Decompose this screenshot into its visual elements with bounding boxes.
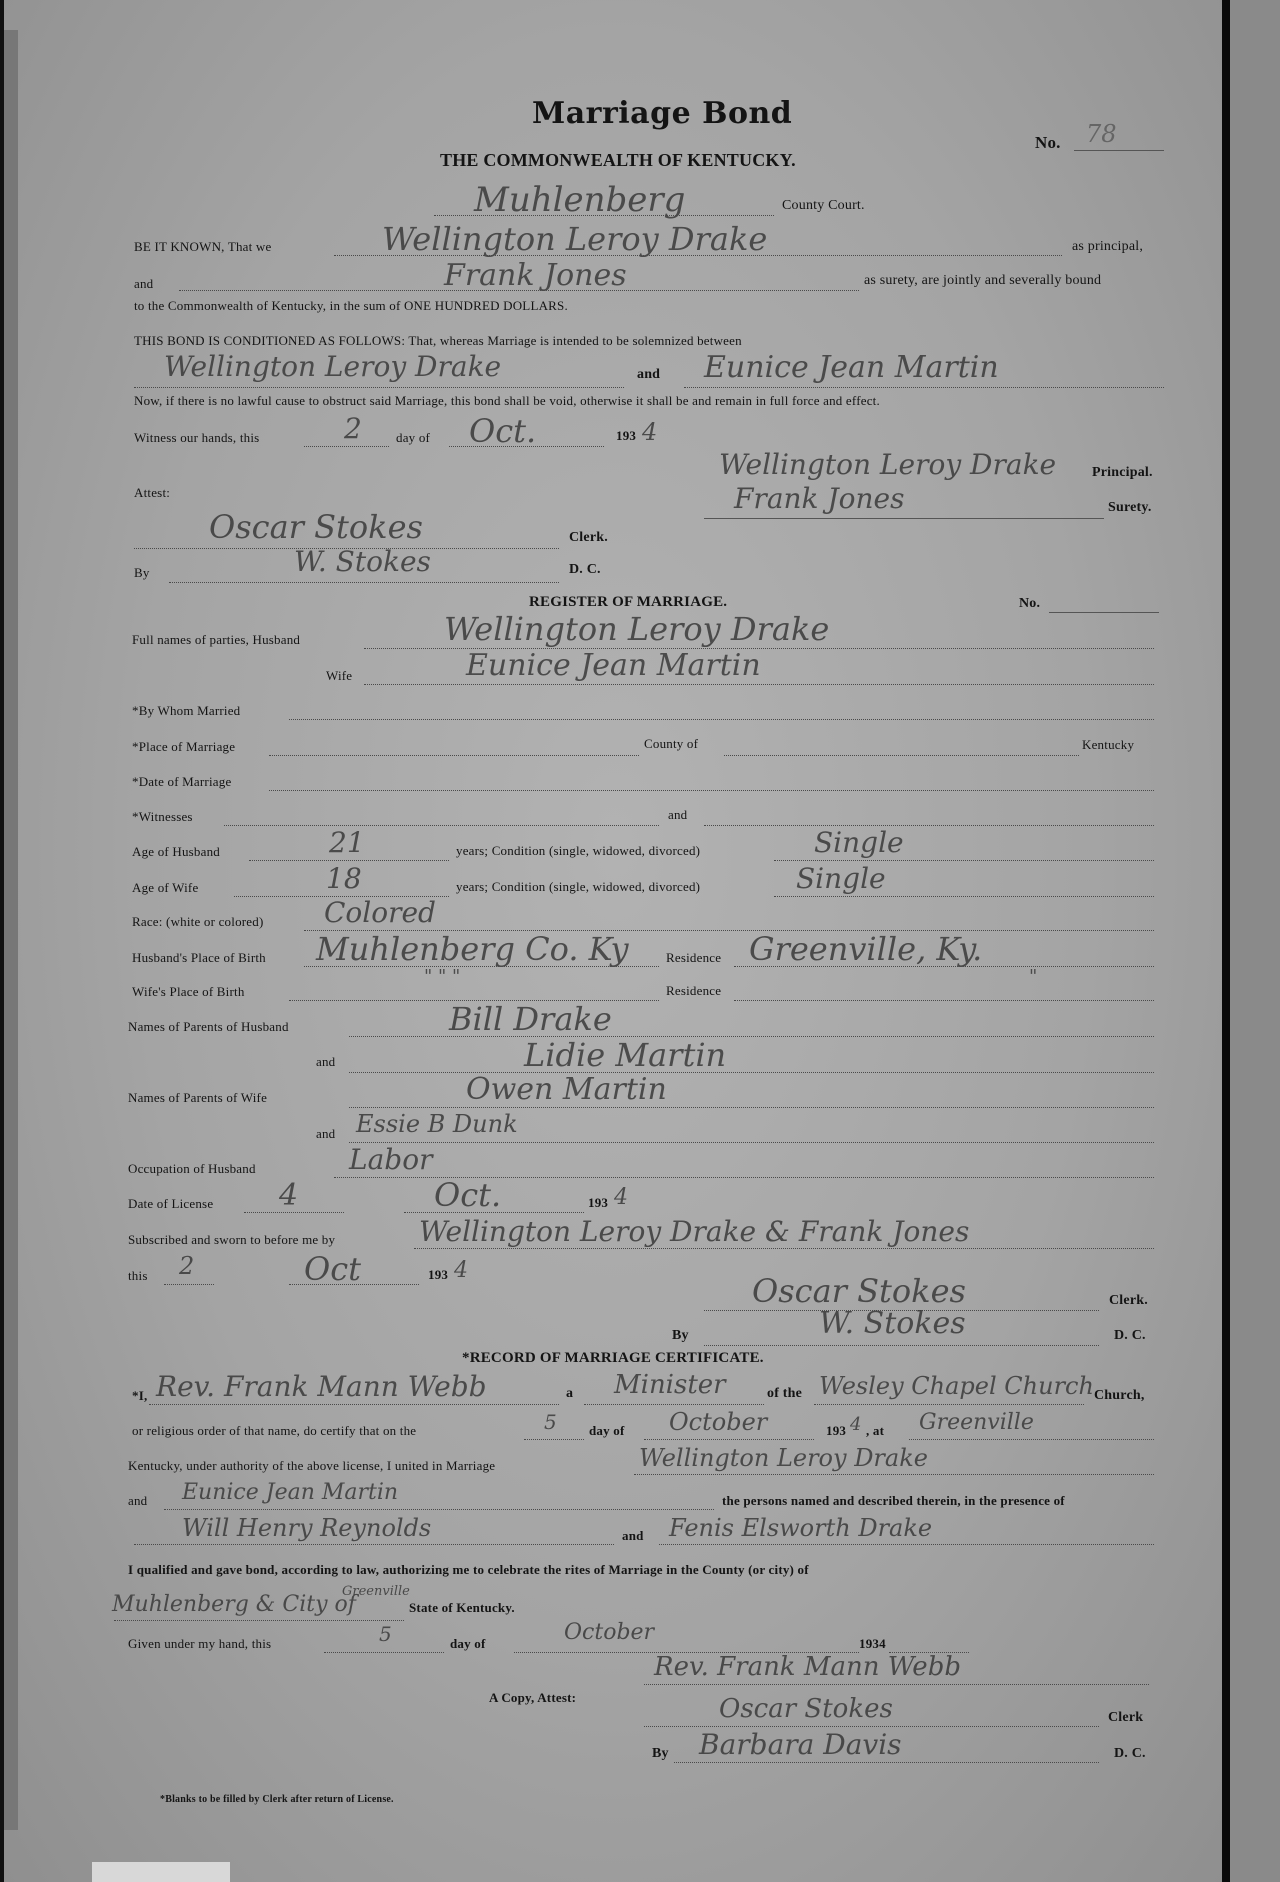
wife-residence-label: Residence [666, 983, 722, 998]
certificate-title: *RECORD OF MARRIAGE CERTIFICATE. [462, 1350, 764, 1366]
officiant-signature: Rev. Frank Mann Webb [654, 1652, 961, 1682]
wife-birth: " " " [424, 966, 461, 987]
sworn-this-label: this [128, 1268, 148, 1283]
wife-mother-line [349, 1142, 1154, 1143]
bond-dc-signature: W. Stokes [294, 545, 431, 578]
parents-wife-and: and [316, 1126, 336, 1141]
witness1-name: Will Henry Reynolds [182, 1514, 432, 1542]
footnote: *Blanks to be filled by Clerk after return of License. [160, 1794, 394, 1805]
sworn-month-line [289, 1284, 419, 1285]
witness-month: Oct. [469, 412, 537, 450]
register-no-line [1049, 612, 1159, 613]
race: Colored [324, 896, 436, 929]
subscribed-names: Wellington Leroy Drake & Frank Jones [419, 1215, 970, 1248]
wife-condition: Single [796, 862, 886, 895]
wife-label: Wife [326, 668, 353, 683]
husband-father-line [349, 1036, 1154, 1037]
bond-dc-line [169, 582, 559, 583]
state-of-kentucky-label: State of Kentucky. [409, 1600, 515, 1615]
parents-wife-label: Names of Parents of Wife [128, 1090, 268, 1105]
certificate-clerk-line [644, 1726, 1099, 1727]
page-edge [4, 30, 18, 1830]
church-label: Church, [1094, 1388, 1145, 1403]
cert-and-label: and [128, 1493, 148, 1508]
certificate-dc-label: D. C. [1114, 1746, 1146, 1761]
bond-dc-label: D. C. [569, 562, 601, 577]
date-of-marriage-line [269, 790, 1154, 791]
husband-name: Wellington Leroy Drake [444, 610, 830, 648]
witness-day: 2 [344, 412, 362, 445]
surety-name: Frank Jones [444, 258, 627, 293]
witness-year-suffix: 4 [642, 418, 658, 446]
county-line [434, 215, 774, 216]
party1-line [134, 387, 624, 388]
register-title: REGISTER OF MARRIAGE. [529, 594, 728, 610]
given-day-of: day of [450, 1636, 486, 1651]
bond-number-line [1074, 150, 1164, 151]
race-label: Race: (white or colored) [132, 914, 264, 929]
county-city-line [114, 1620, 404, 1621]
given-month: October [564, 1620, 655, 1645]
bond-number-value: 78 [1086, 120, 1117, 148]
register-kentucky-label: Kentucky [1082, 737, 1135, 752]
age-wife-condition-label: years; Condition (single, widowed, divorced) [456, 879, 701, 894]
surety-sig-label: Surety. [1108, 500, 1152, 515]
bond-by-label: By [134, 565, 150, 580]
principal-line [334, 255, 1062, 256]
officiant-sig-line [644, 1684, 1149, 1685]
sworn-year-suffix: 4 [454, 1258, 468, 1283]
cert-year-suffix: 4 [850, 1414, 862, 1435]
attest-label: Attest: [134, 485, 171, 500]
register-by-label: By [672, 1328, 689, 1343]
copy-attest-label: A Copy, Attest: [489, 1690, 577, 1705]
surety-sig-line [704, 518, 1104, 519]
license-year-prefix: 193 [588, 1195, 609, 1210]
cert-witness-and-label: and [622, 1528, 644, 1543]
united-husband: Wellington Leroy Drake [639, 1444, 928, 1472]
qualified-text: I qualified and gave bond, according to law, authorizing me to celebrate the rites of Marriage in the County (or city) of [128, 1562, 809, 1577]
age-husband-label: Age of Husband [132, 844, 221, 859]
license-year-suffix: 4 [614, 1185, 628, 1210]
religious-order-text: or religious order of that name, do certify that on the [132, 1423, 417, 1438]
cert-of-the-label: of the [767, 1386, 803, 1401]
date-of-marriage-label: *Date of Marriage [132, 774, 232, 789]
role-line [584, 1404, 764, 1405]
surety-signature: Frank Jones [734, 482, 905, 515]
surety-line [179, 290, 859, 291]
cert-month: October [669, 1408, 768, 1436]
sworn-day-line [164, 1284, 214, 1285]
adjacent-page-edge [1230, 0, 1280, 1882]
age-wife-label: Age of Wife [132, 880, 199, 895]
husband-residence: Greenville, Ky. [749, 930, 983, 968]
husband-birth: Muhlenberg Co. Ky [316, 930, 629, 968]
register-dc-label: D. C. [1114, 1328, 1146, 1343]
persons-named-text: the persons named and described therein, in the presence of [722, 1493, 1065, 1508]
now-text: Now, if there is no lawful cause to obstruct said Marriage, this bond shall be void, otherwise it shall be and remain in full force and effect. [134, 393, 880, 408]
license-month: Oct. [434, 1176, 502, 1214]
commonwealth-heading: THE COMMONWEALTH OF KENTUCKY. [440, 150, 796, 170]
cert-a-label: a [566, 1386, 574, 1401]
given-day-line [324, 1652, 444, 1653]
wife-residence-line [734, 1000, 1154, 1001]
cert-place-line [909, 1439, 1154, 1440]
place-line [269, 755, 639, 756]
husband-residence-line [734, 966, 1154, 967]
wife-father: Owen Martin [466, 1072, 667, 1107]
certificate-clerk-label: Clerk [1108, 1710, 1144, 1725]
cert-at-label: , at [866, 1423, 885, 1438]
party2-line [684, 387, 1164, 388]
cert-i-label: *I, [132, 1388, 148, 1403]
witness-month-line [449, 446, 604, 447]
witness-day-line [304, 446, 389, 447]
license-day-line [244, 1212, 344, 1213]
witness-year-prefix: 193 [616, 428, 637, 443]
husband-condition: Single [814, 826, 904, 859]
by-whom-line [289, 719, 1154, 720]
principal-signature: Wellington Leroy Drake [719, 448, 1057, 481]
film-tab [92, 1862, 230, 1882]
officiant-line [149, 1404, 559, 1405]
sworn-month: Oct [304, 1250, 362, 1288]
occupation-label: Occupation of Husband [128, 1161, 256, 1176]
wife-name: Eunice Jean Martin [466, 648, 761, 683]
occupation: Labor [349, 1143, 433, 1176]
church-line [814, 1404, 1084, 1405]
husband-birth-line [304, 966, 659, 967]
husband-birth-label: Husband's Place of Birth [132, 950, 266, 965]
wife-residence: " [1029, 966, 1038, 987]
license-day: 4 [279, 1178, 299, 1213]
register-clerk-label: Clerk. [1109, 1293, 1148, 1308]
document-page [4, 0, 1226, 1882]
parents-husband-label: Names of Parents of Husband [128, 1019, 289, 1034]
county-city: Muhlenberg & City of [112, 1592, 356, 1617]
cert-day-of: day of [589, 1423, 625, 1438]
county-of-label: County of [644, 736, 699, 751]
husband-condition-line [774, 860, 1154, 861]
age-husband: 21 [329, 826, 365, 859]
husband-mother: Lidie Martin [524, 1036, 727, 1074]
united-husband-line [634, 1474, 1154, 1475]
by-whom-label: *By Whom Married [132, 703, 241, 718]
register-dc-line [704, 1345, 1099, 1346]
subscribed-line [414, 1248, 1154, 1249]
wife-condition-line [774, 896, 1154, 897]
as-principal-label: as principal, [1072, 239, 1144, 254]
witness-day-of: day of [396, 430, 431, 445]
principal-name: Wellington Leroy Drake [382, 220, 768, 258]
county-court-label: County Court. [782, 198, 865, 213]
witnesses-line-2 [704, 825, 1154, 826]
officiant-role: Minister [614, 1370, 726, 1400]
county-city-above: Greenville [342, 1584, 410, 1599]
register-no-label: No. [1019, 596, 1041, 611]
wife-mother: Essie B Dunk [356, 1110, 518, 1138]
bond-clerk-signature: Oscar Stokes [209, 508, 423, 546]
husband-father: Bill Drake [449, 1000, 612, 1038]
county-of-line [724, 755, 1079, 756]
age-husband-line [249, 860, 449, 861]
wife-name-line [364, 684, 1154, 685]
cert-place: Greenville [919, 1410, 1034, 1435]
witness2-line [659, 1544, 1154, 1545]
certificate-by-label: By [652, 1746, 669, 1761]
sworn-year-prefix: 193 [428, 1267, 449, 1282]
license-label: Date of License [128, 1196, 214, 1211]
and-label: and [134, 276, 154, 291]
husband-residence-label: Residence [666, 950, 722, 965]
witness2-name: Fenis Elsworth Drake [669, 1514, 933, 1542]
register-dc-signature: W. Stokes [819, 1306, 966, 1341]
sum-text: to the Commonwealth of Kentucky, in the sum of ONE HUNDRED DOLLARS. [134, 298, 568, 313]
certificate-dc-line [674, 1762, 1099, 1763]
united-wife: Eunice Jean Martin [182, 1480, 399, 1505]
witnesses-line-1 [224, 825, 659, 826]
place-label: *Place of Marriage [132, 739, 236, 754]
sworn-day: 2 [179, 1252, 195, 1280]
as-surety-label: as surety, are jointly and severally bound [864, 273, 1102, 288]
register-clerk-signature: Oscar Stokes [752, 1272, 966, 1310]
conditioned-text: THIS BOND IS CONDITIONED AS FOLLOWS: That, whereas Marriage is intended to be solemnized between [134, 333, 742, 348]
united-wife-line [164, 1509, 714, 1510]
subscribed-label: Subscribed and sworn to before me by [128, 1232, 336, 1247]
principal-sig-label: Principal. [1092, 465, 1153, 480]
license-month-line [404, 1212, 584, 1213]
given-label: Given under my hand, this [128, 1636, 272, 1651]
bond-clerk-label: Clerk. [569, 530, 608, 545]
witness-label: Witness our hands, this [134, 430, 260, 445]
witness1-line [134, 1544, 614, 1545]
be-it-known-label: BE IT KNOWN, That we [134, 239, 272, 254]
given-day: 5 [379, 1622, 392, 1646]
church-name: Wesley Chapel Church [819, 1372, 1094, 1400]
kentucky-authority-text: Kentucky, under authority of the above license, I united in Marriage [128, 1458, 496, 1473]
witnesses-label: *Witnesses [132, 809, 193, 824]
document-title: Marriage Bond [532, 96, 793, 131]
age-husband-condition-label: years; Condition (single, widowed, divorced) [456, 843, 701, 858]
party2-name: Eunice Jean Martin [704, 350, 999, 385]
officiant-name: Rev. Frank Mann Webb [156, 1370, 487, 1403]
given-year: 1934 [859, 1636, 886, 1651]
cert-month-line [644, 1439, 814, 1440]
bond-number-label: No. [1035, 133, 1061, 152]
full-names-label: Full names of parties, Husband [132, 632, 301, 647]
and-mid-label: and [637, 367, 661, 382]
witnesses-and-label: and [668, 807, 688, 822]
parents-husband-and: and [316, 1054, 336, 1069]
cert-day: 5 [544, 1410, 557, 1434]
wife-birth-label: Wife's Place of Birth [132, 984, 245, 999]
certificate-dc-signature: Barbara Davis [699, 1728, 902, 1761]
cert-day-line [524, 1439, 584, 1440]
cert-year-prefix: 193 [826, 1423, 847, 1438]
party1-name: Wellington Leroy Drake [164, 350, 502, 383]
wife-father-line [349, 1107, 1154, 1108]
county-handwritten: Muhlenberg [474, 180, 686, 220]
age-wife: 18 [326, 862, 362, 895]
certificate-clerk-signature: Oscar Stokes [719, 1694, 893, 1724]
